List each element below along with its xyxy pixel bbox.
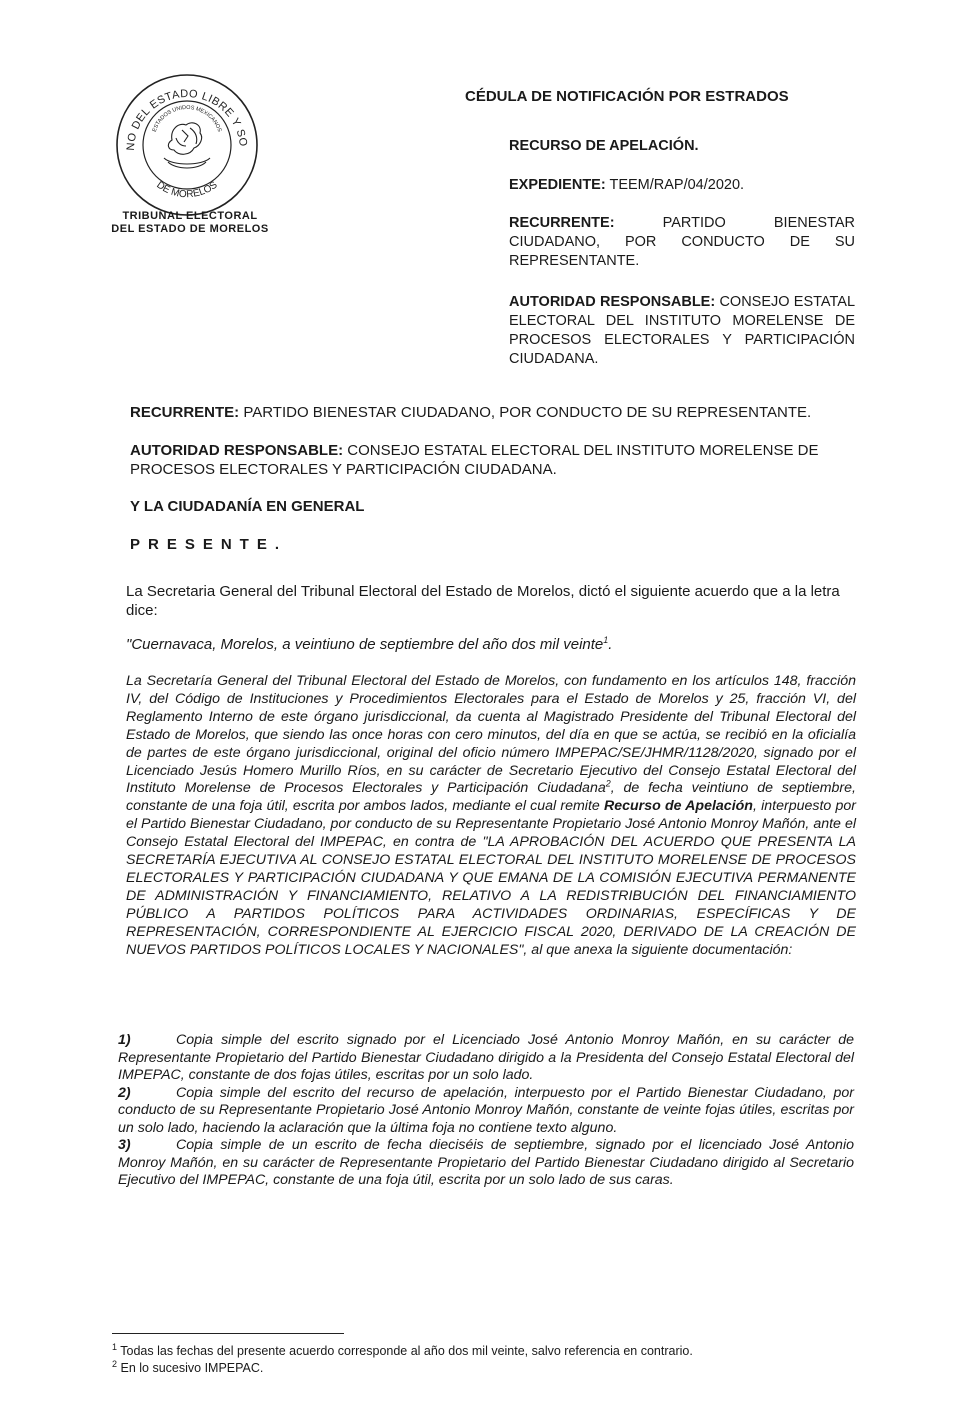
list-item [118,1032,854,1085]
list-item-text: Copia simple de un escrito de fecha dieciséis de septiembre, signado por el licenciado José Antonio Monroy Mañón, en su carácter de Representante Propietario del Partido Bienestar Ciudadano dirigido al Secretario Ejecutivo del IMPEPAC, constante de una foja útil, escrita por un solo lado de sus caras. [118,1137,854,1188]
expediente-line [509,176,855,195]
address-recurrente [130,403,820,422]
footnote-divider [112,1333,344,1334]
list-item-text: Copia simple del escrito del recurso de apelación, interpuesto por el Partido Bienestar Ciudadano, por conducto de su Representante Propietario José Antonio Monroy Mañón, constante de veinte fojas útiles, escritas por un solo lado, haciendo la aclaración que la última foja no contiene texto alguno. [118,1084,854,1136]
svg-text:DE MORELOS [154,179,220,200]
list-item-number: 2) [118,1084,131,1101]
seal-bottom-text: DE MORELOS [154,179,220,201]
documents-list [118,1032,854,1190]
quote-date-end: . [608,636,613,653]
footnote-text: Todas las fechas del presente acuerdo corresponde al año dos mil veinte, salvo referencia en contrario. [120,1344,693,1358]
presente-heading: PRESENTE. [130,536,288,553]
list-item [118,1085,854,1138]
seal-emblem-icon [112,70,262,220]
autoridad-value: CONSEJO ESTATAL ELECTORAL DEL INSTITUTO MORELENSE DE PROCESOS ELECTORALES Y PARTICIPACIÓN CIUDADANA. [509,294,856,367]
main-paragraph-part1: La Secretaría General del Tribunal Electoral del Estado de Morelos, con fundamento en los artículos 148, fracción IV, del Código de Instituciones y Procedimientos Electorales para el Estado de Morelos y 25, fracción VI, del Reglamento Interno de este órgano jurisdiccional, da cuenta al Magistrado Presidente del Tribunal Electoral del Estado de Morelos, que siendo las once horas con cero minutos, del día en que se actúa, se recibió en la oficialía de partes de este órgano jurisdiccional, original del oficio número IMPEPAC/SE/JHMR/1128/2020, signado por el Licenciado Jesús Homero Murillo Ríos, en su carácter de Secretario Ejecutivo del Consejo Estatal Electoral del Instituto Morelense de Procesos Electorales y Participación Ciudadana [126,673,856,797]
expediente-value: TEEM/RAP/04/2020. [609,177,745,193]
recurrente-value: PARTIDO BIENESTAR CIUDADANO, POR CONDUCTO DE SU REPRESENTANTE. [509,215,855,269]
intro-paragraph: La Secretaria General del Tribunal Electoral del Estado de Morelos, dictó el siguiente acuerdo que a la letra dice: [126,583,840,619]
quote-date-line [126,635,856,654]
main-paragraph-part2: , de fecha veintiuno de septiembre, constante de una foja útil, escrita por ambos lados, mediante el cual remite [126,780,856,815]
document-title: CÉDULA DE NOTIFICACIÓN POR ESTRADOS [465,88,789,105]
expediente-label: EXPEDIENTE: [509,177,606,193]
footnote-text: En lo sucesivo IMPEPAC. [120,1361,264,1375]
seal-inner-text: ESTADOS UNIDOS MEXICANOS [151,104,223,133]
footnote-2 [112,1360,832,1377]
recurso-apelacion-emphasis: Recurso de Apelación [603,798,753,815]
main-paragraph [126,673,856,960]
address-recurrente-label: RECURRENTE: [130,404,240,421]
quote-date-text: "Cuernavaca, Morelos, a veintiuno de septiembre del año dos mil veinte [126,636,604,653]
ciudadania-heading: Y LA CIUDADANÍA EN GENERAL [130,498,365,515]
list-item-number: 3) [118,1137,131,1153]
footnote-number: 2 [112,1358,118,1369]
address-autoridad-label: AUTORIDAD RESPONSABLE: [130,442,344,459]
list-item-number: 1) [118,1032,131,1048]
address-recurrente-value: PARTIDO BIENESTAR CIUDADANO, POR CONDUCTO DE SU REPRESENTANTE. [243,404,812,421]
list-item-text: Copia simple del escrito signado por el Licenciado José Antonio Monroy Mañón, en su carácter de Representante Propietario del Partido Bienestar Ciudadano dirigido a la Presidenta del Consejo Estatal Electoral del IMPEPAC, constante de dos fojas útiles, escritas por un solo lado. [118,1032,854,1083]
address-autoridad [130,441,820,479]
list-item [118,1137,854,1190]
tribunal-name-line1: TRIBUNAL ELECTORAL [122,210,258,222]
footnote-number: 1 [112,1341,118,1352]
footnote-ref-2: 2 [605,778,611,789]
footnote-1 [112,1343,832,1360]
autoridad-header [509,293,855,369]
footnote-ref-1: 1 [603,635,609,645]
main-paragraph-part3: , interpuesto por el Partido Bienestar Ciudadano, por conducto de su Representante Propietario José Antonio Monroy Mañón, ante el Consejo Estatal Electoral del IMPEPAC, en contra de "LA APROBACIÓN DEL ACUERDO QUE PRESENTA LA SECRETARÍA EJECUTIVA AL CONSEJO ESTATAL ELECTORAL DEL INSTITUTO MORELENSE DE PROCESOS ELECTORALES Y PARTICIPACIÓN CIUDADANA Y QUE EMANA DE LA COMISIÓN EJECUTIVA PERMANENTE DE ADMINISTRACIÓN Y FINANCIAMIENTO, RELATIVO A LA REDISTRIBUCIÓN DEL FINANCIAMIENTO PÚBLICO A PARTIDOS POLÍTICOS PARA ACTIVIDADES ORDINARIAS, ESPECÍFICAS Y DE REPRESENTACIÓN, CORRESPONDIENTE AL EJERCICIO FISCAL 2020, DERIVADO DE LA CREACIÓN DE NUEVOS PARTIDOS POLÍTICOS LOCALES Y NACIONALES", al que anexa la siguiente documentación: [126,798,856,958]
state-seal [112,70,262,220]
address-autoridad-value: CONSEJO ESTATAL ELECTORAL DEL INSTITUTO MORELENSE DE PROCESOS ELECTORALES Y PARTICIPACIÓN CIUDADANA. [130,442,819,478]
recurso-heading: RECURSO DE APELACIÓN. [509,138,699,154]
footnotes [112,1343,832,1377]
recurrente-label: RECURRENTE: [509,215,615,231]
autoridad-label: AUTORIDAD RESPONSABLE: [509,294,716,310]
tribunal-name [110,210,270,236]
recurrente-header [509,214,855,271]
tribunal-name-line2: DEL ESTADO DE MORELOS [111,223,269,235]
seal-outer-text: NO DEL ESTADO LIBRE Y SO [124,87,250,151]
